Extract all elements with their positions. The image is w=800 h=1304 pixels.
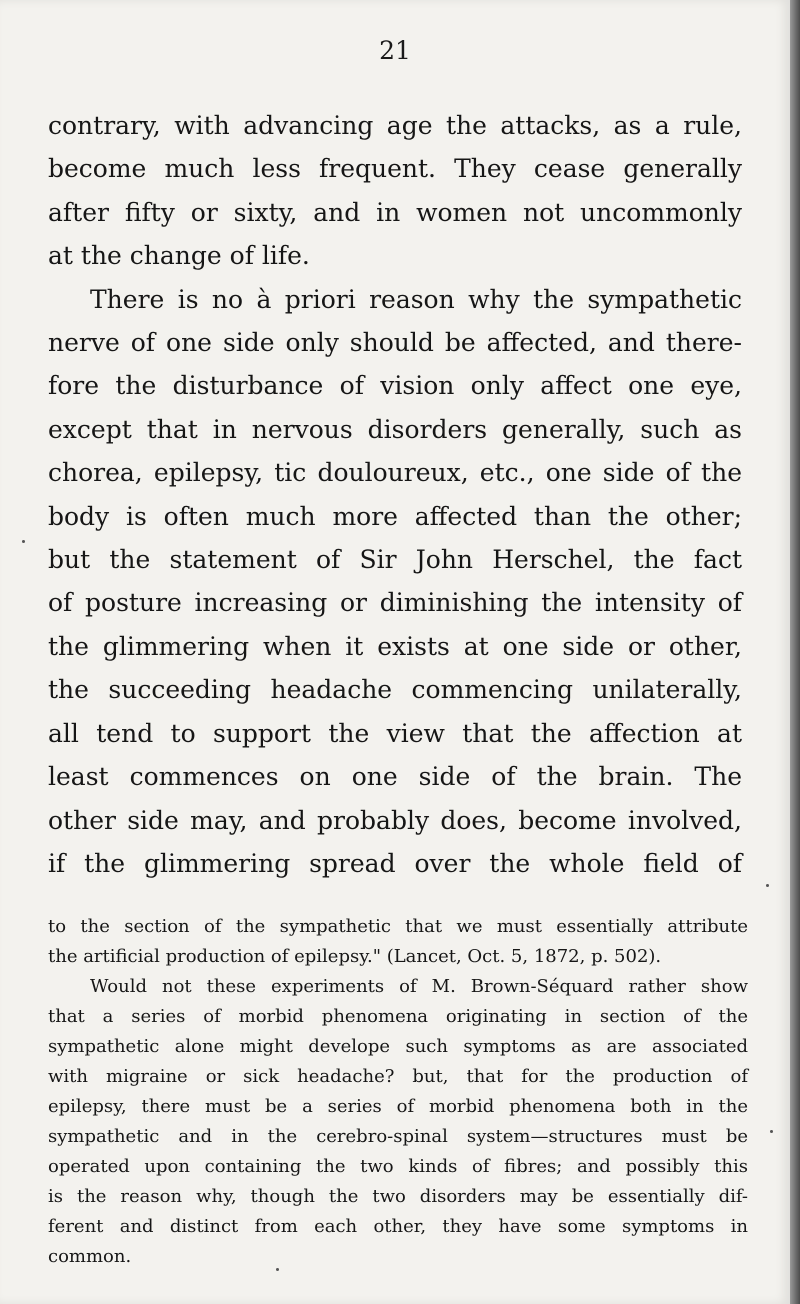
text-line: There is no à priori reason why the sympathetic — [90, 284, 742, 314]
text-line: except that in nervous disorders generally, such as — [48, 414, 742, 444]
footnote — [48, 912, 748, 1272]
footnote-line: the artificial production of epilepsy." (Lancet, Oct. 5, 1872, p. 502). — [48, 946, 662, 967]
footnote-line: to the section of the sympathetic that we must essentially attribute — [48, 916, 748, 937]
paper-speck — [770, 1130, 773, 1133]
footnote-line: is the reason why, though the two disorders may be essentially dif- — [48, 1186, 748, 1207]
paper-speck — [766, 884, 769, 887]
text-line: but the statement of Sir John Herschel, the fact — [48, 545, 742, 575]
footnote-line: epilepsy, there must be a series of morbid phenomena both in the — [48, 1096, 748, 1117]
footnote-line: that a series of morbid phenomena originating in section of the — [48, 1006, 748, 1027]
text-line: become much less frequent. They cease generally — [48, 154, 742, 184]
footnote-line: with migraine or sick headache? but, that for the production of — [48, 1066, 748, 1087]
text-line: least commences on one side of the brain. The — [48, 762, 742, 792]
page-edge — [790, 0, 800, 1304]
footnote-line: Would not these experiments of M. Brown-Séquard rather show — [90, 976, 748, 997]
body-text — [48, 104, 742, 885]
text-line: all tend to support the view that the affection at — [48, 718, 742, 748]
text-line: fore the disturbance of vision only affect one eye, — [48, 371, 742, 401]
text-line: contrary, with advancing age the attacks, as a rule, — [48, 111, 742, 140]
text-line: if the glimmering spread over the whole field of — [48, 848, 742, 878]
text-line: at the change of life. — [48, 241, 310, 271]
footnote-line: ferent and distinct from each other, they have some symptoms in — [48, 1216, 748, 1237]
footnote-line: sympathetic and in the cerebro-spinal system—structures must be — [48, 1126, 748, 1147]
text-line: the succeeding headache commencing unilaterally, — [48, 675, 742, 705]
page-number: 21 — [379, 36, 411, 65]
footnote-line: sympathetic alone might develope such symptoms as are associated — [48, 1036, 748, 1057]
text-line: other side may, and probably does, become involved, — [48, 805, 742, 835]
text-line: of posture increasing or diminishing the intensity of — [48, 588, 742, 618]
text-line: chorea, epilepsy, tic douloureux, etc., one side of the — [48, 458, 742, 488]
text-line: after fifty or sixty, and in women not uncommonly — [48, 197, 742, 227]
footnote-line: common. — [48, 1246, 132, 1267]
text-line: nerve of one side only should be affected, and there- — [48, 328, 742, 358]
text-line: the glimmering when it exists at one side or other, — [48, 631, 742, 661]
footnote-line: operated upon containing the two kinds of fibres; and possibly this — [48, 1156, 748, 1177]
text-line: body is often much more affected than the other; — [48, 501, 742, 531]
paper-speck — [276, 1268, 279, 1271]
paper-speck — [22, 540, 25, 543]
